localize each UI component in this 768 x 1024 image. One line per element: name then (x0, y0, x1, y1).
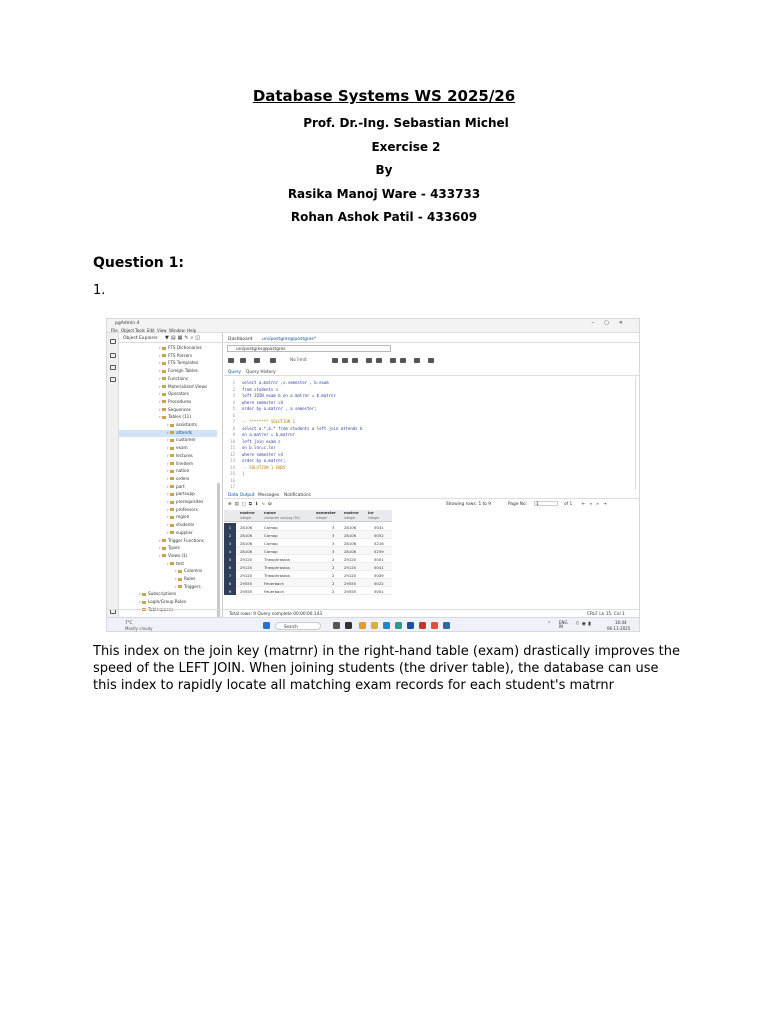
pgadmin-screenshot (106, 318, 640, 632)
language-indicator: ENG IN (559, 620, 568, 629)
tree-item: › exam (167, 445, 188, 451)
folder-icon (170, 531, 174, 534)
menu-item: Window (169, 328, 185, 333)
weather-temp: 7°C (125, 620, 133, 625)
tree-item-label: Sequences (168, 406, 191, 412)
tree-item-label: partsupp (176, 491, 195, 497)
table-cell: 29120 (240, 573, 253, 578)
tree-item: › students (167, 522, 195, 528)
edge-icon (383, 622, 390, 629)
folder-icon (162, 385, 166, 388)
folder-icon (142, 601, 146, 604)
mail-icon (419, 622, 426, 629)
line-number: 16 (230, 477, 235, 483)
tree-item-label: customer (176, 437, 196, 443)
table-cell: 28106 (240, 541, 253, 546)
tree-item-label: prerequisites (176, 499, 204, 504)
tree-item: › Sequences (159, 406, 191, 412)
tree-item: › part (167, 483, 185, 489)
tree-item: › Views (1) (159, 552, 188, 558)
table-cell: 28106 (344, 533, 357, 538)
row-number: 2 (224, 531, 236, 539)
line-number: 7 (232, 419, 235, 424)
folder-icon (170, 524, 174, 527)
explanation-paragraph: This index on the join key (matrnr) in the right-hand table (exam) drastically improves the speed of the LEFT JOIN. When joining students (the driver table), the database can use this index to rapidly locate all matching exam records for each student's matrnr (93, 644, 680, 693)
tab-messages: Messages (258, 492, 280, 498)
tree-item-label: Subscriptions (148, 591, 177, 597)
table-cell: 5049 (374, 573, 384, 578)
tree-item-label: test (176, 560, 185, 566)
output-toolbar (224, 499, 640, 509)
grid-header (224, 510, 392, 522)
table-cell: 28106 (344, 549, 357, 554)
tree-item-label: Foreign Tables (168, 368, 198, 374)
table-cell: 5001 (374, 557, 384, 562)
tab-query-history: Query History (246, 370, 276, 375)
document-title: Database Systems WS 2025/26 (252, 87, 516, 105)
folder-icon (178, 585, 182, 588)
column-header: matrnr integer (240, 510, 255, 520)
tree-item: › FTS Dictionaries (159, 345, 202, 350)
tree-item-label: Types (168, 545, 180, 551)
tree-item-label: Login/Group Roles (148, 599, 187, 605)
table-cell: 5041 (374, 525, 384, 530)
table-cell: 29555 (344, 581, 357, 586)
code-text: select a.*,b.* from students a left join attends b (242, 425, 363, 431)
folder-icon (170, 485, 174, 488)
tree-item: › lectures (167, 452, 193, 458)
menu-item: View (157, 328, 167, 333)
tree-item: › Subscriptions (139, 591, 177, 597)
tree-item: › Types (159, 545, 180, 551)
tree-item: › supplier (167, 529, 193, 535)
table-cell: 2 (332, 573, 335, 578)
folder-icon (162, 400, 166, 403)
table-cell: 29120 (344, 557, 357, 562)
tree-item-label: FTS Templates (168, 360, 199, 366)
table-row (224, 579, 392, 587)
sql-editor (224, 377, 636, 490)
table-cell: 2 (332, 581, 335, 586)
windows-start-icon (263, 622, 270, 629)
line-number: 14 (230, 464, 235, 470)
tree-item-label: lineitem (176, 460, 194, 466)
clock-time: 16:44 (615, 620, 627, 625)
tab-dashboard: Dashboard (228, 336, 253, 342)
table-cell: Theophrastos (264, 557, 290, 562)
folder-icon (170, 447, 174, 450)
help-icon (428, 358, 434, 363)
folder-icon (170, 439, 174, 442)
tree-item: › Functions (159, 375, 189, 381)
execute-script-icon (352, 358, 358, 363)
author-1: Rasika Manoj Ware - 433733 (287, 186, 481, 201)
tab-data-output: Data Output (228, 492, 255, 498)
chrome-icon (431, 622, 438, 629)
tree-item-label: Rules (184, 576, 196, 581)
table-cell: 3 (332, 525, 335, 530)
tree-item: › Operators (159, 391, 189, 397)
table-row (224, 587, 392, 595)
table-cell: 28106 (240, 525, 253, 530)
folder-icon (170, 508, 174, 511)
tree-item: › Rules (175, 576, 196, 581)
connection-value: uni/postgres@postgres (236, 347, 286, 352)
folder-icon (170, 462, 174, 465)
query-toolbar (224, 356, 640, 366)
table-cell: Carnap (264, 533, 278, 538)
object-explorer (119, 333, 223, 625)
folder-icon (162, 547, 166, 550)
filter-icon (270, 358, 276, 363)
folder-icon (170, 431, 174, 434)
tree-item-label: Tablespaces (148, 606, 174, 612)
line-number: 13 (230, 458, 235, 463)
table-cell: 29120 (344, 565, 357, 570)
tree-item: › Trigger Functions (159, 537, 204, 543)
page-no-label: Page No: (508, 502, 528, 507)
limit-select: No limit (290, 358, 307, 363)
outlook-icon (407, 622, 414, 629)
tree-item-label: Trigger Functions (168, 537, 204, 543)
tree-item: › professors (167, 506, 198, 512)
tree-item: › customer (167, 437, 196, 443)
folder-icon (371, 622, 378, 629)
play-icon (342, 358, 348, 363)
tree-item-label: Materialized Views (168, 383, 208, 389)
tree-item: › FTS Templates (159, 360, 199, 366)
tree-item-label: nation (176, 468, 190, 474)
code-text: left join exam c (242, 438, 281, 444)
folder-icon (170, 454, 174, 457)
tree-item: › test (167, 560, 185, 566)
column-header: matrnr integer (344, 510, 359, 520)
line-number: 1 (232, 380, 235, 385)
table-row (224, 571, 392, 579)
table-cell: Carnap (264, 541, 278, 546)
tree-item: › Tablespaces (139, 606, 174, 612)
tree-item: › prerequisites (167, 499, 204, 504)
table-row (224, 555, 392, 563)
tray-icons: ⌔◉▮ (575, 621, 593, 627)
page-no-input: 1 (534, 501, 558, 506)
row-number: 8 (224, 579, 236, 587)
table-cell: 29555 (344, 589, 357, 594)
exercise-label: Exercise 2 (371, 139, 441, 154)
table-cell: 3 (332, 533, 335, 538)
row-number: 9 (224, 587, 236, 595)
table-cell: 28106 (344, 525, 357, 530)
pgadmin-icon (443, 622, 450, 629)
table-cell: 28106 (240, 549, 253, 554)
table-cell: 2 (332, 589, 335, 594)
table-cell: 2 (332, 565, 335, 570)
commit-icon (390, 358, 396, 363)
table-cell: Carnap (264, 525, 278, 530)
edit-icon (254, 358, 260, 363)
folder-icon (170, 562, 174, 565)
left-icon-strip (107, 333, 119, 625)
code-text: from students s (242, 386, 279, 392)
open-file-icon (228, 358, 234, 363)
tree-item-label: Functions (168, 375, 189, 381)
code-text: on b.lnr=c.lnr (242, 445, 276, 450)
question-heading: Question 1: (93, 255, 184, 271)
table-row (224, 523, 392, 531)
clock-date: 06-11-2025 (607, 626, 631, 631)
folder-icon (178, 570, 182, 573)
table-cell: Feuerbach (264, 581, 284, 586)
folder-icon (162, 362, 166, 365)
database-icon (110, 353, 116, 358)
folder-icon (162, 393, 166, 396)
table-cell: 2 (332, 557, 335, 562)
tree-item: › partsupp (167, 491, 195, 497)
window-title: pgAdmin 4 (115, 320, 140, 326)
line-number: 15 (230, 471, 235, 476)
object-explorer-icon (110, 339, 116, 344)
column-header: semester integer (316, 510, 336, 520)
code-text: left JOIN exam b on a.matrnr = b.matrnr (242, 393, 336, 398)
table-row (224, 539, 392, 547)
query-tool-panel (224, 333, 640, 625)
tree-item-label: Operators (168, 391, 189, 397)
query-tool-icon (110, 365, 116, 370)
folder-icon (178, 578, 182, 581)
line-number: 9 (232, 432, 235, 437)
connection-select (227, 345, 391, 352)
folder-icon (142, 593, 146, 596)
tray-chevron-icon: ⌃ (547, 621, 552, 627)
line-number: 12 (230, 451, 235, 457)
tree-item: › Triggers (175, 583, 201, 589)
query-tabs (224, 369, 640, 376)
folder-icon (170, 516, 174, 519)
line-number: 11 (230, 445, 235, 450)
column-header: name character varying (30) (264, 510, 300, 520)
code-text: where semester >4 (242, 399, 283, 405)
tree-item-label: Procedures (168, 398, 192, 404)
tree-item-label: lectures (176, 452, 193, 458)
folder-icon (162, 347, 166, 350)
taskbar-search: Search (275, 622, 321, 630)
tree-item: › nation (167, 468, 190, 474)
code-text: -- ******** SOLUTION 1 (242, 419, 295, 424)
tree-item-label: supplier (176, 529, 193, 535)
explorer-title: Object Explorer (123, 336, 158, 341)
macros-icon (414, 358, 420, 363)
row-number: 4 (224, 547, 236, 555)
table-row (224, 531, 392, 539)
table-cell: 5216 (374, 541, 384, 546)
tab-query: uni/postgres@postgres* (262, 336, 317, 342)
file-explorer-icon (359, 622, 366, 629)
tree-item-label: Views (1) (168, 552, 188, 558)
tree-item: › region (167, 514, 190, 520)
menu-item: Tools (135, 328, 145, 333)
table-cell: 29555 (240, 581, 253, 586)
tab-notifications: Notifications (284, 492, 311, 498)
folder-icon (162, 554, 166, 557)
folder-icon (170, 477, 174, 480)
code-text: order by a.matrnr , a.semester; (242, 406, 317, 411)
table-cell: 5001 (374, 589, 384, 594)
explain-analyze-icon (376, 358, 382, 363)
tree-item-label: assistants (176, 422, 197, 427)
tree-item: › Columns (175, 568, 203, 574)
folder-icon (170, 470, 174, 473)
tree-item-label: students (176, 522, 195, 528)
tree-item: › assistants (167, 422, 197, 427)
line-number: 10 (230, 438, 235, 444)
rollback-icon (400, 358, 406, 363)
status-right: CRLF Ln 15, Col 1 (587, 611, 625, 617)
tree-item-label: exam (176, 445, 188, 451)
professor-name: Prof. Dr.-Ing. Sebastian Michel (303, 116, 509, 130)
page-of: of 1 (564, 502, 573, 507)
by-label: By (375, 163, 393, 177)
code-line (224, 484, 624, 491)
status-bar (107, 606, 640, 617)
row-number: 5 (224, 555, 236, 563)
line-number: 3 (232, 393, 235, 398)
folder-icon (162, 370, 166, 373)
table-cell: 29120 (344, 573, 357, 578)
table-cell: Feuerbach (264, 589, 284, 594)
tree-item-label: attends (176, 429, 192, 435)
table-cell: 5041 (374, 565, 384, 570)
tree-item-label: professors (176, 506, 198, 512)
row-number: 3 (224, 539, 236, 547)
explorer-scrollbar (217, 483, 220, 623)
folder-icon (162, 408, 166, 411)
folder-icon (162, 377, 166, 380)
schema-diff-icon (110, 377, 116, 382)
tree-item-label: Columns (184, 568, 203, 574)
row-number: 1 (224, 523, 236, 531)
tree-item-label: FTS Dictionaries (168, 345, 202, 350)
table-cell: 5022 (374, 581, 384, 586)
tree-item: › Foreign Tables (159, 368, 198, 374)
folder-icon (162, 354, 166, 357)
code-text: select a.matrnr ,s.semester , b.exam (242, 380, 329, 385)
weather-desc: Mostly cloudy (125, 626, 153, 631)
table-cell: Theophrastos (264, 565, 290, 570)
code-text: -- SOLUTION 1 ENDS (242, 464, 286, 470)
item-number: 1. (93, 283, 106, 298)
tree-item: › Login/Group Roles (139, 599, 187, 605)
tree-item-label: orders (176, 475, 190, 481)
table-cell: Carnap (264, 549, 278, 554)
tree-item: › Procedures (159, 398, 192, 404)
line-number: 4 (232, 399, 235, 405)
output-tabs (224, 491, 640, 499)
showing-rows: Showing rows: 1 to 9 (446, 502, 491, 507)
table-cell: Theophrastos (264, 573, 290, 578)
menu-item: Object (121, 328, 135, 333)
folder-icon (162, 416, 166, 419)
author-2: Rohan Ashok Patil - 433609 (290, 210, 478, 224)
table-cell: 29555 (240, 589, 253, 594)
window-titlebar (107, 319, 640, 327)
table-row (224, 563, 392, 571)
tree-item: › attends (119, 430, 217, 437)
explorer-header (119, 333, 223, 343)
tree-item-label: part (176, 483, 185, 489)
folder-icon (170, 424, 174, 427)
line-number: 17 (230, 484, 235, 489)
tree-item: › Materialized Views (159, 383, 208, 389)
line-number: 5 (232, 406, 235, 411)
tree-item-label: Triggers (184, 583, 201, 589)
menu-item: Edit (147, 328, 155, 333)
line-number: 2 (232, 386, 235, 392)
table-cell: 29120 (240, 557, 253, 562)
code-text: where semester >4 (242, 451, 283, 457)
widgets-icon (345, 622, 352, 629)
tab-query-editor: Query (228, 370, 242, 375)
window-controls: –▢✕ (591, 320, 633, 326)
line-number: 8 (232, 425, 235, 431)
windows-taskbar (107, 617, 640, 632)
code-text: | (242, 471, 245, 476)
tree-item-label: FTS Parsers (168, 352, 193, 358)
table-cell: 3 (332, 549, 335, 554)
folder-icon (162, 539, 166, 542)
table-row (224, 547, 392, 555)
menu-item: File (111, 328, 118, 333)
tree-item-label: Tables (11) (168, 414, 191, 420)
pagination-icons: ⇤«»⇥ (582, 502, 611, 507)
stop-icon (332, 358, 338, 363)
tree-item: › Tables (11) (159, 414, 191, 420)
explorer-toolbar-icons: ▼▤▦✎⌕◫ (165, 335, 203, 341)
folder-icon (170, 501, 174, 504)
column-header: lnr integer (368, 510, 380, 520)
line-number: 6 (232, 412, 235, 418)
tree-item: › FTS Parsers (159, 352, 193, 358)
save-icon (240, 358, 246, 363)
code-text: order by a.matrnr; (242, 458, 286, 463)
table-cell: 28106 (344, 541, 357, 546)
table-cell: 3 (332, 541, 335, 546)
menu-item: Help (187, 328, 197, 333)
store-icon (395, 622, 402, 629)
row-number: 6 (224, 563, 236, 571)
table-cell: 5052 (374, 533, 384, 538)
explain-icon (366, 358, 372, 363)
folder-icon (170, 493, 174, 496)
tree-item-label: region (176, 514, 190, 520)
status-left: Total rows: 9 Query complete 00:00:00.143 (229, 611, 323, 617)
output-toolbar-icons: ⊕▤▢⧉⬇∿⛁ (228, 502, 275, 507)
code-text: on a.matrnr = b.matrnr (242, 432, 295, 437)
title-block (0, 86, 768, 230)
main-tabs (224, 335, 640, 343)
table-cell: 28106 (240, 533, 253, 538)
tree-item: › lineitem (167, 460, 194, 466)
tree-item: › orders (167, 475, 190, 481)
task-view-icon (333, 622, 340, 629)
row-number: 7 (224, 571, 236, 579)
table-cell: 5259 (374, 549, 384, 554)
table-cell: 29120 (240, 565, 253, 570)
